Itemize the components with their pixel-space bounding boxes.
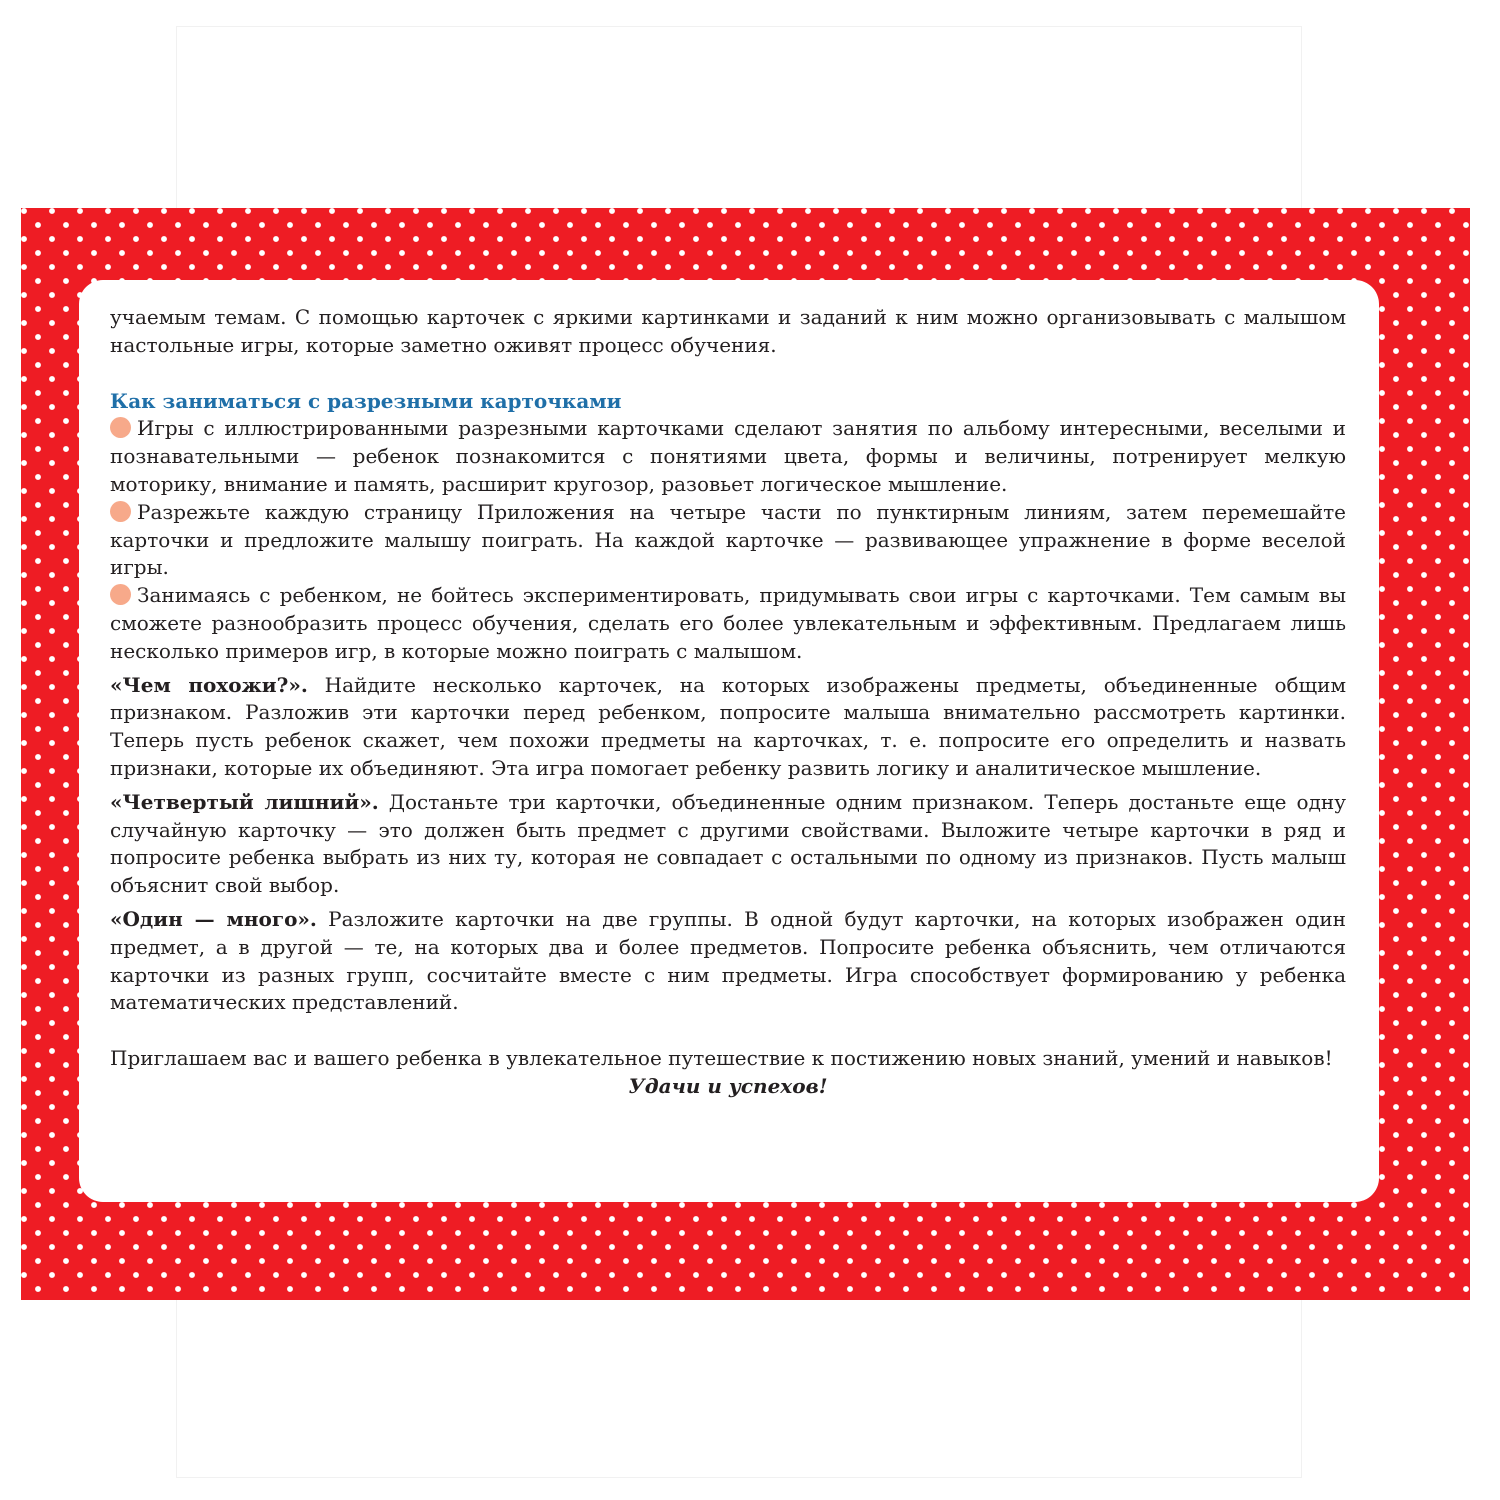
game-text: Найдите несколько карточек, на которых изображены предметы, объединенные общим признаком. Разложив эти карточки перед ребенком, попросите малыша внимательно рассмотреть картинки. Теперь пусть ребенок скажет, чем похожи предметы на карточках, т. е. попросите его определить и назвать признаки, которые их объединяют. Эта игра помогает ребенку развить логику и аналитическое мышление. bbox=[110, 672, 1347, 780]
bullet-paragraph-3 bbox=[110, 582, 1346, 665]
game-name: «Четвертый лишний». bbox=[110, 789, 379, 814]
game-paragraph-3 bbox=[110, 906, 1346, 1017]
game-name: «Чем похожи?». bbox=[110, 672, 308, 697]
bullet-dot-icon bbox=[110, 417, 131, 438]
bullet-text: Игры с иллюстрированными разрезными карточками сделают занятия по альбому интересными, веселыми и познавательными — ребенок познакомится с понятиями цвета, формы и величины, потренирует мелкую моторику, внимание и память, расширит кругозор, разовьет логическое мышление. bbox=[110, 416, 1346, 496]
game-text: Достаньте три карточки, объединенные одним признаком. Теперь достаньте еще одну случайную карточку — это должен быть предмет с другими свойствами. Выложите четыре карточки в ряд и попросите ребенка выбрать из них ту, которая не совпадает с остальными по одному из признаков. Пусть малыш объяснит свой выбор. bbox=[110, 789, 1347, 898]
game-text: Разложите карточки на две группы. В одной будут карточки, на которых изображен один предмет, а в другой — те, на которых два и более предметов. Попросите ребенка объяснить, чем отличаются карточки из разных групп, сосчитайте вместе с ним предметы. Игра способствует формированию у ребенка математических представлений. bbox=[110, 906, 1347, 1015]
spacer bbox=[110, 1017, 1346, 1045]
intro-paragraph: учаемым темам. С помощью карточек с яркими картинками и заданий к ним можно организовывать с малышом настольные игры, которые заметно оживят процесс обучения. bbox=[110, 305, 1346, 357]
bullet-text: Разрежьте каждую страницу Приложения на четыре части по пунктирным линиям, затем перемешайте карточки и предложите малышу поиграть. На каждой карточке — развивающее упражнение в форме веселой игры. bbox=[110, 499, 1346, 580]
bullet-paragraph-2 bbox=[110, 499, 1346, 582]
section-heading: Как заниматься с разрезными карточками bbox=[110, 388, 622, 413]
closing-paragraph: Приглашаем вас и вашего ребенка в увлекательное путешествие к постижению новых знаний, умений и навыков! bbox=[110, 1046, 1333, 1071]
bullet-paragraph-1 bbox=[110, 415, 1346, 498]
game-paragraph-2 bbox=[110, 789, 1346, 900]
game-name: «Один — много». bbox=[110, 906, 317, 931]
spacer bbox=[110, 360, 1346, 388]
page-text bbox=[110, 304, 1346, 1101]
signoff: Удачи и успехов! bbox=[628, 1073, 828, 1098]
game-paragraph-1 bbox=[110, 672, 1346, 783]
bullet-text: Занимаясь с ребенком, не бойтесь экспериментировать, придумывать свои игры с карточками. Тем самым вы сможете разнообразить процесс обучения, сделать его более увлекательным и эффективным. Предлагаем лишь несколько примеров игр, в которые можно поиграть с малышом. bbox=[110, 583, 1346, 663]
bullet-dot-icon bbox=[110, 501, 131, 522]
bullet-dot-icon bbox=[110, 584, 131, 605]
